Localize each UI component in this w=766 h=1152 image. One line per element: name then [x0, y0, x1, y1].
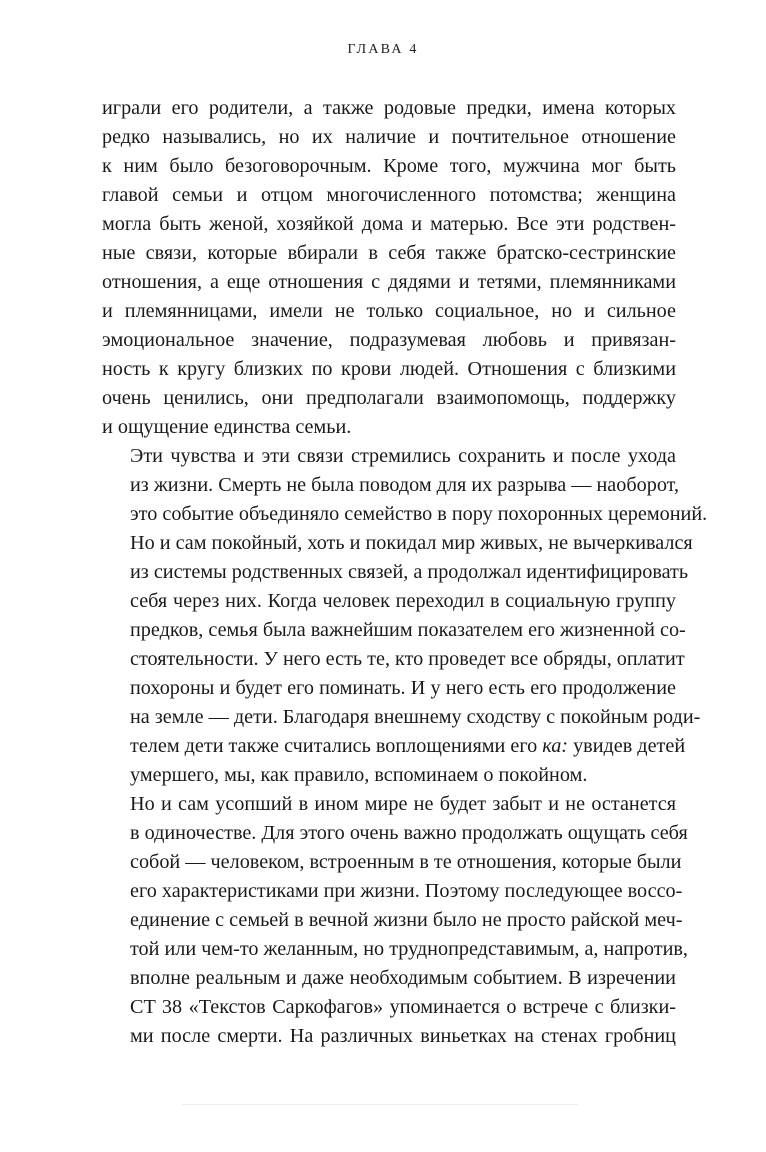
term-ka: ка:: [542, 735, 569, 757]
text-line: Но и сам усопший в ином мире не будет забыт и не останется: [130, 793, 676, 815]
text-line: и ощущение единства семьи.: [102, 416, 352, 438]
text-line: умершего, мы, как правило, вспоминаем о покойном.: [130, 764, 588, 786]
text-line: стоятельности. У него есть те, кто проведет все обряды, оплатит: [130, 648, 685, 670]
text-line: ность к кругу близких по крови людей. Отношения с близкими: [102, 358, 676, 380]
text-line: CT 38 «Текстов Саркофагов» упоминается о встрече с близки-: [130, 996, 676, 1018]
footer-divider: [182, 1104, 578, 1105]
text-line: главой семьи и отцом многочисленного потомства; женщина: [102, 184, 676, 206]
text-line: ные связи, которые вбирали в себя также братско-сестринские: [102, 242, 676, 264]
text-line: и племянницами, имели не только социальное, но и сильное: [102, 300, 676, 322]
text-line: это событие объединяло семейство в пору похоронных церемоний.: [130, 503, 708, 525]
text-line: собой — человеком, встроенным в те отношения, которые были: [130, 851, 682, 873]
text-line: в одиночестве. Для этого очень важно продолжать ощущать себя: [130, 822, 688, 844]
text-line: эмоциональное значение, подразумевая любовь и привязан-: [102, 329, 676, 351]
text-line: единение с семьей в вечной жизни было не просто райской меч-: [130, 909, 683, 931]
body-text: [102, 94, 708, 1051]
chapter-header: ГЛАВА 4: [347, 42, 419, 57]
text-line: похороны и будет его поминать. И у него есть его продолжение: [130, 677, 676, 699]
text-line: его характеристиками при жизни. Поэтому последующее воссо-: [130, 880, 683, 902]
text-line: себя через них. Когда человек переходил в социальную группу: [130, 590, 676, 612]
text-line: из системы родственных связей, а продолжал идентифицировать: [130, 561, 689, 583]
text-line: отношения, а еще отношения с дядями и тетями, племянниками: [102, 271, 676, 293]
text-line: вполне реальным и даже необходимым событием. В изречении: [130, 967, 676, 989]
text-line: Эти чувства и эти связи стремились сохранить и после ухода: [130, 445, 676, 467]
text-line: телем дети также считались воплощениями его ка: увидев детей: [130, 735, 686, 757]
text-line: играли его родители, а также родовые предки, имена которых: [102, 97, 676, 119]
text-line: из жизни. Смерть не была поводом для их разрыва — наоборот,: [130, 474, 679, 496]
paragraph-1: [102, 94, 676, 442]
text-line: очень ценились, они предполагали взаимопомощь, поддержку: [102, 387, 676, 409]
text-line: Но и сам покойный, хоть и покидал мир живых, не вычеркивался: [130, 532, 693, 554]
text-line: на земле — дети. Благодаря внешнему сходству с покойным роди-: [130, 706, 701, 728]
paragraph-2: [102, 442, 708, 790]
text-line: к ним было безоговорочным. Кроме того, мужчина мог быть: [102, 155, 676, 177]
text-line: редко назывались, но их наличие и почтительное отношение: [102, 126, 676, 148]
text-line: той или чем-то желанным, но труднопредставимым, а, напротив,: [130, 938, 688, 960]
text-line: могла быть женой, хозяйкой дома и матерью. Все эти родствен-: [102, 213, 676, 235]
text-line: ми после смерти. На различных виньетках на стенах гробниц: [130, 1025, 676, 1047]
text-line: предков, семья была важнейшим показателем его жизненной со-: [130, 619, 686, 641]
paragraph-3: [102, 790, 688, 1051]
